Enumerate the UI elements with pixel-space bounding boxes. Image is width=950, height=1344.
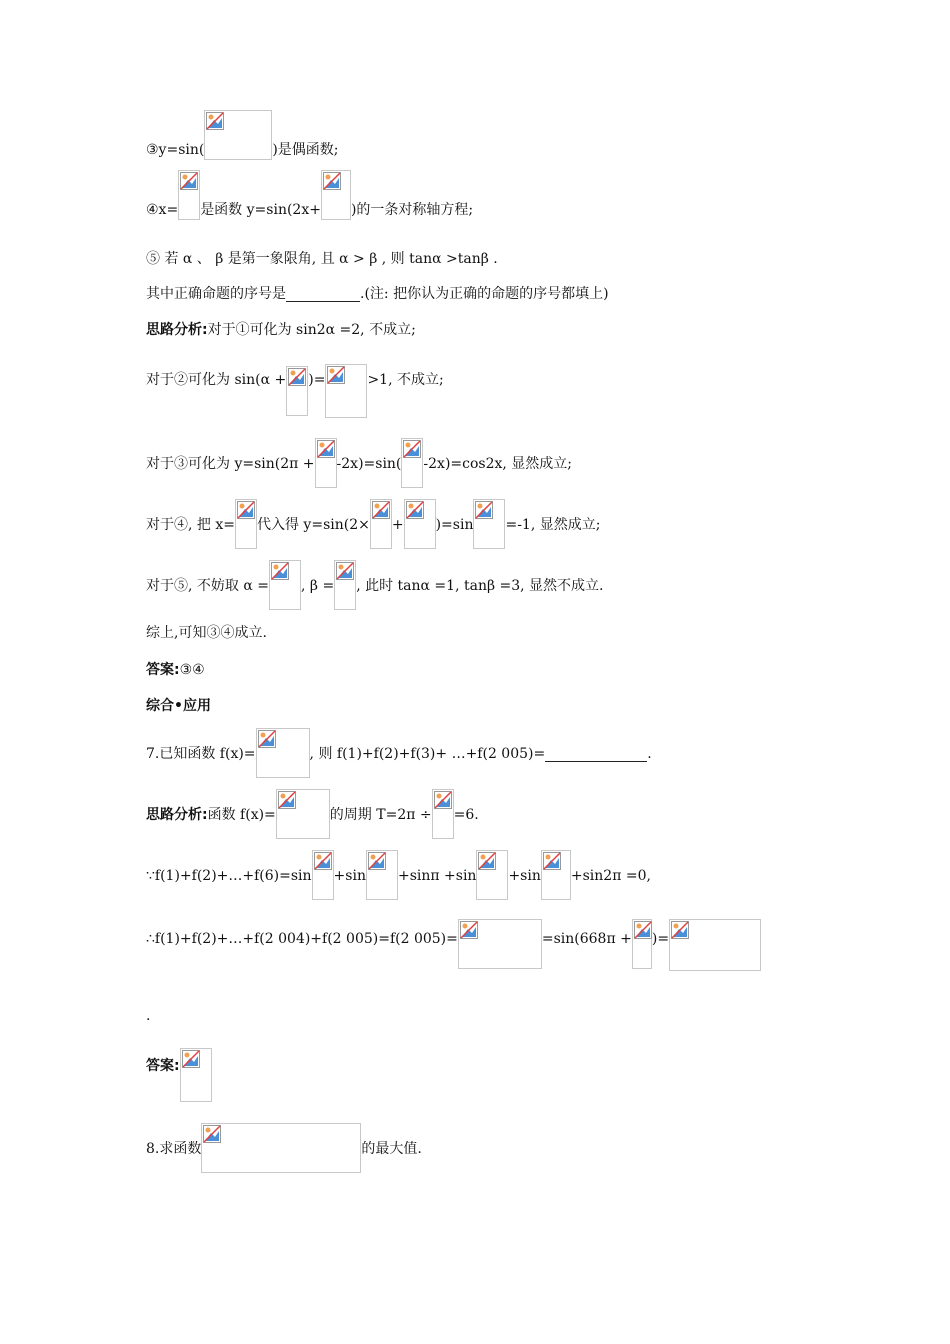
text: 的周期 T=2π ÷ <box>329 807 432 823</box>
text: 对于②可化为 sin(α + <box>146 372 287 388</box>
broken-image-icon <box>203 1125 221 1143</box>
line-analysis-7c <box>146 929 761 949</box>
text: -2x)=cos2x, 显然成立; <box>423 456 573 472</box>
formula-image <box>312 850 334 900</box>
text: 代入得 y=sin(2× <box>256 517 370 533</box>
text: )= <box>651 931 670 947</box>
line-analysis-3 <box>146 454 572 474</box>
text: ∵f(1)+f(2)+…+f(6)=sin <box>146 868 312 884</box>
formula-image <box>286 366 308 416</box>
formula-image <box>476 850 508 900</box>
text: ③y=sin( <box>146 142 205 158</box>
formula-image <box>632 919 652 969</box>
text: 函数 f(x)= <box>207 807 276 823</box>
text: 对于⑤, 不妨取 α = <box>146 578 269 594</box>
answer-blank <box>286 286 360 302</box>
text: +sin <box>508 868 541 884</box>
text: ∴f(1)+f(2)+…+f(2 004)+f(2 005)=f(2 005)= <box>146 931 458 947</box>
text: +sin2π =0, <box>570 868 651 884</box>
formula-image <box>404 499 436 549</box>
broken-image-icon <box>460 921 478 939</box>
text: 对于④, 把 x= <box>146 517 235 533</box>
formula-image <box>321 170 351 220</box>
line-analysis-2 <box>146 370 444 390</box>
broken-image-icon <box>314 852 332 870</box>
line-answer-7 <box>146 1056 212 1076</box>
text: )是偶函数; <box>272 142 339 158</box>
broken-image-icon <box>671 921 689 939</box>
broken-image-icon <box>543 852 561 870</box>
broken-image-icon <box>368 852 386 870</box>
text: . <box>146 1008 151 1024</box>
broken-image-icon <box>317 440 335 458</box>
line-summary <box>146 623 267 643</box>
line-period <box>146 1006 150 1026</box>
formula-image <box>432 789 454 839</box>
text: 对于①可化为 sin2α =2, 不成立; <box>207 322 416 338</box>
answer-blank <box>545 746 647 762</box>
line-analysis-7a <box>146 805 479 825</box>
formula-image <box>315 438 337 488</box>
text: =6. <box>453 807 479 823</box>
text: =sin(668π + <box>541 931 632 947</box>
text: 综上,可知③④成立. <box>146 625 267 641</box>
broken-image-icon <box>271 562 289 580</box>
broken-image-icon <box>327 366 345 384</box>
line-statement-5 <box>146 249 498 269</box>
broken-image-icon <box>434 791 452 809</box>
formula-image <box>366 850 398 900</box>
broken-image-icon <box>634 921 652 939</box>
text: +sin <box>333 868 366 884</box>
analysis-label: 思路分析: <box>146 322 208 338</box>
formula-image <box>201 1123 361 1173</box>
broken-image-icon <box>258 730 276 748</box>
text: + <box>391 517 404 533</box>
text: ④x= <box>146 202 179 218</box>
text: >1, 不成立; <box>367 372 444 388</box>
line-problem-8 <box>146 1139 422 1159</box>
formula-image <box>325 364 367 418</box>
text: .(注: 把你认为正确的命题的序号都填上) <box>360 286 609 302</box>
broken-image-icon <box>478 852 496 870</box>
broken-image-icon <box>182 1050 200 1068</box>
line-analysis-5 <box>146 576 604 596</box>
line-question <box>146 284 609 304</box>
text: . <box>647 746 652 762</box>
formula-image <box>370 499 392 549</box>
section-title: 综合•应用 <box>146 698 211 714</box>
line-answer-1 <box>146 660 205 680</box>
broken-image-icon <box>403 440 421 458</box>
line-analysis-4 <box>146 515 600 535</box>
text: 的最大值. <box>361 1141 422 1157</box>
formula-image <box>235 499 257 549</box>
answer-label: 答案: <box>146 1058 180 1074</box>
line-analysis-7b <box>146 866 651 886</box>
formula-image <box>256 728 310 778</box>
broken-image-icon <box>323 172 341 190</box>
formula-image <box>204 110 272 160</box>
text: )的一条对称轴方程; <box>350 202 474 218</box>
line-analysis-1 <box>146 320 416 340</box>
formula-image <box>180 1048 212 1102</box>
formula-image <box>669 919 761 971</box>
text: +sinπ +sin <box>397 868 477 884</box>
text: )=sin <box>435 517 474 533</box>
broken-image-icon <box>288 368 306 386</box>
formula-image <box>276 789 330 839</box>
line-statement-4 <box>146 200 473 220</box>
broken-image-icon <box>475 501 493 519</box>
broken-image-icon <box>180 172 198 190</box>
text: )= <box>308 372 326 388</box>
text: 其中正确命题的序号是 <box>146 286 286 302</box>
text: , β = <box>301 578 335 594</box>
text: 对于③可化为 y=sin(2π + <box>146 456 315 472</box>
formula-image <box>269 560 301 610</box>
broken-image-icon <box>206 112 224 130</box>
text: , 此时 tanα =1, tanβ =3, 显然不成立. <box>356 578 604 594</box>
section-heading <box>146 696 211 716</box>
formula-image <box>401 438 423 488</box>
text: ⑤ 若 α 、 β 是第一象限角, 且 α > β , 则 tanα >tanβ . <box>146 251 498 267</box>
formula-image <box>541 850 571 900</box>
text: =-1, 显然成立; <box>505 517 601 533</box>
formula-image <box>458 919 542 969</box>
line-statement-3 <box>146 140 339 160</box>
broken-image-icon <box>336 562 354 580</box>
text: -2x)=sin( <box>336 456 402 472</box>
broken-image-icon <box>406 501 424 519</box>
text: , 则 f(1)+f(2)+f(3)+ …+f(2 005)= <box>309 746 546 762</box>
broken-image-icon <box>372 501 390 519</box>
text: 8.求函数 <box>146 1141 202 1157</box>
formula-image <box>334 560 356 610</box>
text: 是函数 y=sin(2x+ <box>200 202 321 218</box>
text: ③④ <box>179 662 205 678</box>
formula-image <box>178 170 200 220</box>
broken-image-icon <box>237 501 255 519</box>
analysis-label: 思路分析: <box>146 807 208 823</box>
line-problem-7 <box>146 744 652 764</box>
text: 7.已知函数 f(x)= <box>146 746 256 762</box>
broken-image-icon <box>278 791 296 809</box>
answer-label: 答案: <box>146 662 180 678</box>
formula-image <box>473 499 505 549</box>
